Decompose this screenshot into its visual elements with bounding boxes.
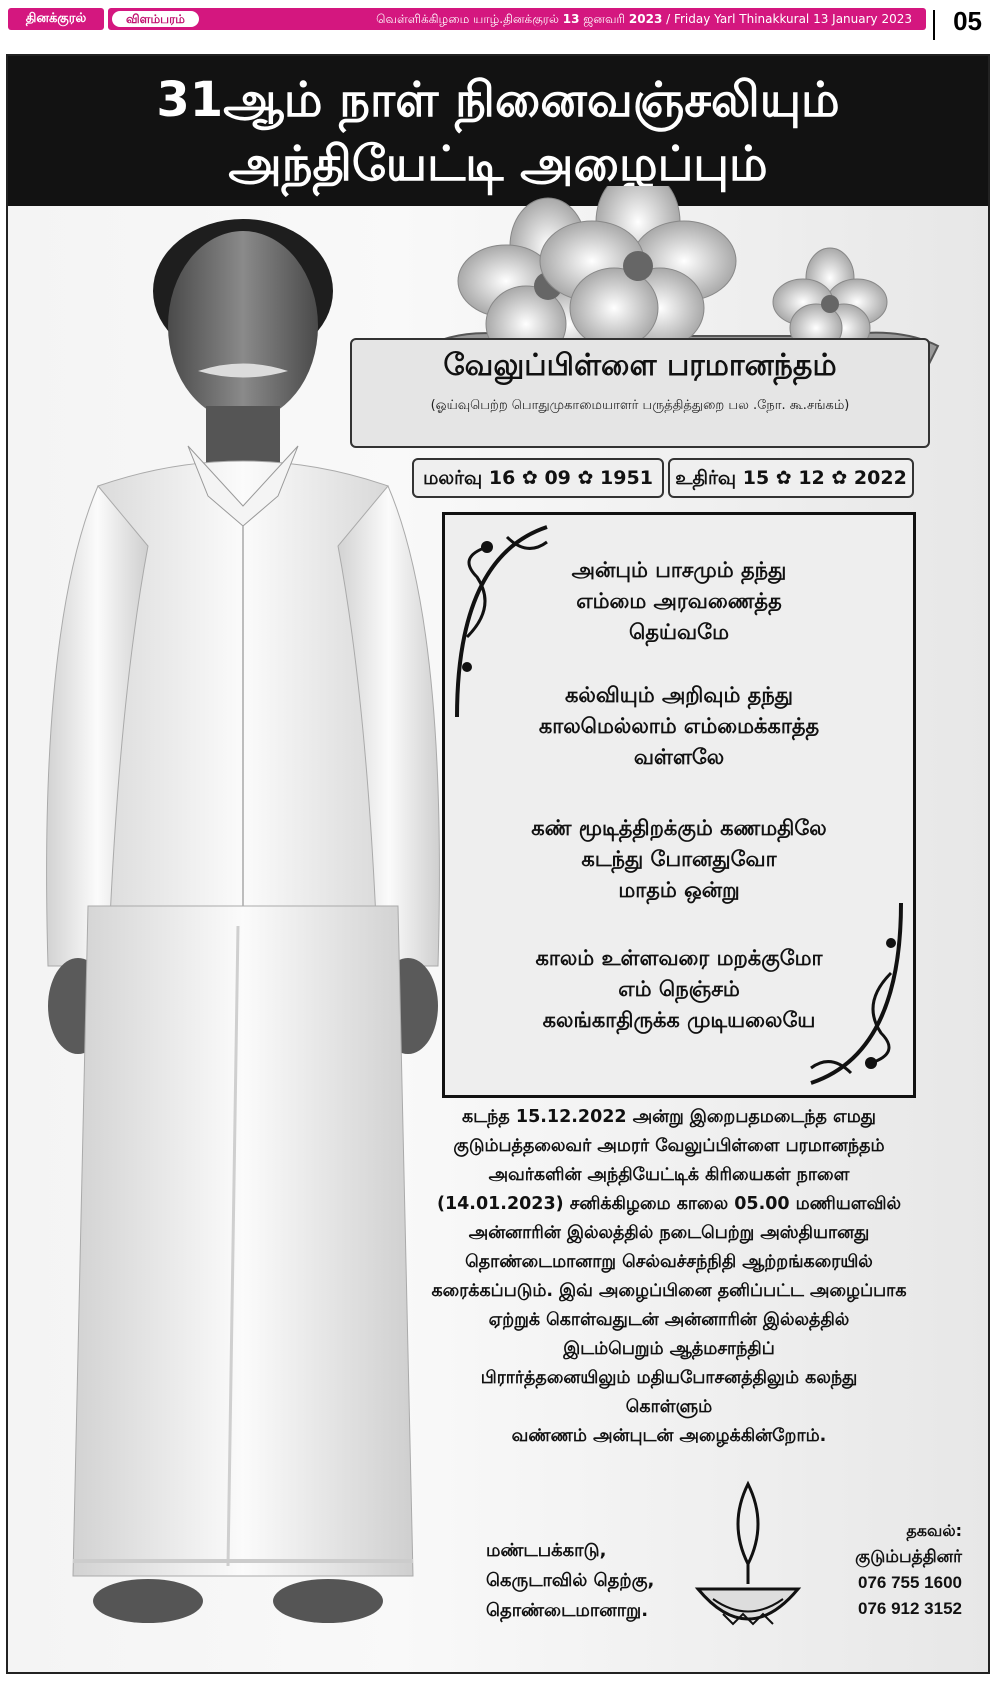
address-line: தொண்டைமானாறு. (486, 1600, 649, 1621)
poem-line: கல்வியும் அறிவும் தந்து (564, 683, 794, 707)
phone-number: 076 755 1600 (858, 1573, 962, 1592)
deceased-name: வேலுப்பிள்ளை பரமானந்தம் (443, 348, 837, 383)
notice-line: பிரார்த்தனையிலும் மதியபோசனத்திலும் கலந்து (480, 1368, 858, 1388)
address-line: கெருடாவில் தெற்கு, (486, 1570, 655, 1591)
dateline-suffix: / Friday Yarl Thinakkural 13 January 2023 (662, 12, 912, 26)
address-line: மண்டபக்காடு, (486, 1540, 607, 1561)
page-number: 05 (953, 6, 982, 36)
section-bar (108, 8, 926, 30)
name-plaque (350, 338, 930, 448)
notice-line: கரைக்கப்படும். இவ் அழைப்பினை தனிப்பட்ட அழைப்பாக (431, 1281, 907, 1301)
poem-line: கடந்து போனதுவோ (581, 847, 777, 871)
newspaper-logo: தினக்குரல் (8, 8, 104, 30)
poem-line: காலம் உள்ளவரை மறக்குமோ (535, 946, 823, 970)
notice-line: குடும்பத்தலைவர் அமரர் வேலுப்பிள்ளை பரமானந்தம் (453, 1136, 885, 1156)
birth-date: மலர்வு 16 ✿ 09 ✿ 1951 (412, 458, 664, 498)
notice-line: கடந்த 15.12.2022 அன்று இறைபதமடைந்த எமது (462, 1107, 876, 1127)
notice-line: இடம்பெறும் ஆத்மசாந்திப் (563, 1339, 775, 1359)
death-date: உதிர்வு 15 ✿ 12 ✿ 2022 (668, 458, 914, 498)
memorial-advertisement (6, 54, 990, 1674)
dateline-prefix: வெள்ளிக்கிழமை யாழ்.தினக்குரல் (376, 12, 563, 26)
poem-line: எம்மை அரவணைத்த (576, 589, 782, 613)
poem-stanza-3 (445, 813, 913, 906)
notice-line: வண்ணம் அன்புடன் அழைக்கின்றோம். (511, 1426, 827, 1446)
poem-line: மாதம் ஒன்று (618, 878, 740, 902)
notice-line: அவர்களின் அந்தியேட்டிக் கிரியைகள் நாளை (488, 1165, 850, 1185)
notice-line: அன்னாரின் இல்லத்தில் நடைபெற்று அஸ்தியானது (468, 1223, 870, 1243)
poem-stanza-1 (445, 555, 913, 648)
headline-line-2: அந்தியேட்டி அழைப்பும் (228, 136, 768, 192)
page-divider (933, 10, 935, 40)
deceased-designation: (ஓய்வுபெற்ற பொதுமுகாமையாளர் பருத்தித்துறை பல .நோ. கூ.சங்கம்) (430, 398, 850, 413)
dateline (376, 11, 912, 27)
dateline-year: 2023 (628, 12, 663, 26)
poem-line: காலமெல்லாம் எம்மைக்காத்த (538, 714, 820, 738)
notice-line: கொள்ளும் (625, 1397, 713, 1417)
notice-line: ஏற்றுக் கொள்வதுடன் அன்னாரின் இல்லத்தில் (488, 1310, 850, 1330)
dateline-month: ஜனவரி (579, 12, 629, 26)
poem-line: கண் மூடித்திறக்கும் கணமதிலே (531, 816, 827, 840)
contact-name: குடும்பத்தினர் (855, 1547, 962, 1567)
contact-label: தகவல்: (906, 1521, 962, 1540)
poem-line: வள்ளலே (633, 745, 725, 769)
poem-line: எம் நெஞ்சம் (618, 977, 740, 1001)
notice-line: தொண்டைமானாறு செல்வச்சந்நிதி ஆற்றங்கரையில் (465, 1252, 873, 1272)
dateline-day: 13 (562, 12, 580, 26)
poem-stanza-4 (445, 943, 913, 1036)
address-block (486, 1536, 706, 1626)
poem-line: கலங்காதிருக்க முடியலையே (542, 1008, 816, 1032)
notice-line: (14.01.2023) சனிக்கிழமை காலை 05.00 மணியளவில் (436, 1194, 902, 1214)
contact-block (774, 1518, 962, 1622)
poem-stanza-2 (445, 680, 913, 773)
poem-line: தெய்வமே (629, 620, 729, 644)
poem-box (442, 512, 916, 1098)
ceremony-notice (394, 1103, 944, 1451)
section-label: விளம்பரம் (112, 11, 199, 27)
phone-number: 076 912 3152 (858, 1599, 962, 1618)
poem-line: அன்பும் பாசமும் தந்து (571, 558, 787, 582)
headline-line-1: 31ஆம் நாள் நினைவஞ்சலியும் (156, 72, 840, 128)
masthead-strip (0, 0, 1000, 48)
headline-band (8, 56, 988, 206)
